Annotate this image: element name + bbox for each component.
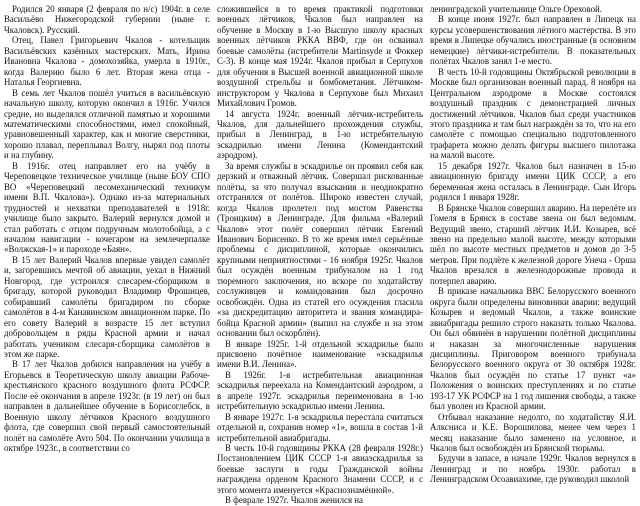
paragraph: В Брянске Чкалов совершил аварию. На перелёте из Гомеля в Брянск в составе звена он был ведомым. Ведущий звено, старший лётчик И.И. Козырев, всё звено на предельно малой высоте, между которыми шёл по высоте местных предметов и домов до 3-5 метров. При подлёте к железной дороге Унеча - Орша Чкалов врезался в железнодорожные провода и потерпел аварию. — [430, 202, 636, 286]
paragraph: сложившейся в то время практикой подготовки военных лётчиков, Чкалов был направлен на обучение в Москву в 1-ю Высшую школу красных военных лётчиков РККА ВВФ, где он осваивал боевые самолёты (истребители Martinsyde и Фоккер С-3). В конце мая 1924г. Чкалов прибыл в Серпухов для обучения в Высшей военной авиационной школе воздушной стрельбы и бомбометания. Лётчиком-инструктором у Чкалова в Серпухове был Михаил Михайлович Громов. — [217, 4, 423, 109]
paragraph: В 1916г. отец направляет его на учёбу в Череповецкое техническое училище (ныне БОУ СПО ВО «Череповецкий лесомеханический техникум имени В.П. Чкалова»). Однако из-за материальных трудностей и нехватки преподавателей в 1918г. училище было закрыто. Валерий вернулся домой и стал работать с отцом подручным молотобойца, а с началом навигации - кочегаром на землечерпалке «Волжская-1» и пароходе «Баян». — [4, 160, 210, 255]
paragraph: В конце июня 1927г. был направлен в Липецк на курсы усовершенствования лётного мастерства. В это время в Липецке обучались иностранные (в основном немецкие) лётчики-истребители. В показательных полётах Чкалов занял 1-е место. — [430, 14, 636, 67]
paragraph: В 15 лет Валерий Чкалов впервые увидел самолёт и, загоревшись мечтой об авиации, уехал в Нижний Новгород, где устроился слесарем-сборщиком в бригаду, которой руководил Владимир Фрошицев, собиравший самолёты бригадиром по сборке самолётов в 4-м Канавинском авиационном парке. По его совету Валерий в возрасте 15 лет вступил добровольцем в ряды Красной армии и начал работать учеником слесаря-сборщика самолётов в этом же парке. — [4, 254, 210, 359]
paragraph: В январе 1925г. 1-й отдельной эскадрилье было присвоено почётное наименование «эскадрилья имени В.И. Ленина». — [217, 338, 423, 370]
paragraph: В честь 10-й годовщины Октябрьской революции в Москве был организован военный парад. 8 ноября на Центральном аэродроме в Москве состоялся воздушный праздник с демонстрацией личных достижений лётчиков. Чкалов был среди участников этого праздника и там был награждён за то, что на его самолёте с помощью специально подготовленного трафарета можно делать фигуры высшего пилотажа на малой высоте. — [430, 66, 636, 161]
text-column-3 — [430, 4, 636, 485]
paragraph: За время службы в эскадрилье он проявил себя как дерзкий и отважный лётчик. Совершал рискованные полёты, за что получал взыскания и неоднократно отстранялся от полётов. Широко известен случай, когда Чкалов пролетел под мостом Равенства (Троицким) в Ленинграде. Для фильма «Валерий Чкалов» этот полёт совершил лётчик Евгений Иванович Борисенко. В то же время имел серьёзные проблемы с дисциплиной, которые окончились крупными неприятностями - 16 ноября 1925г. Чкалов был осуждён военным трибуналом на 1 год тюремного заключения, но вскоре по ходатайству сослуживцев и командования был досрочно освобождён. Одна из статей его осуждения гласила «за дискредитацию авторитета и звания командира-бойца Красной армии» (выпил на службе и на этом основании был оскорблён). — [217, 160, 423, 339]
paragraph: Родился 20 января (2 февраля по н/с) 1904г. в селе Васильёво Нижегородской губернии (ныне г. Чкаловск). Русский. — [4, 4, 210, 35]
paragraph: Будучи в запасе, в начале 1929г. Чкалов вернулся в Ленинград и по ноябрь 1930г. работал в Ленинградском Осоавиахиме, где руководил школой — [430, 453, 636, 485]
paragraph: В приказе начальника ВВС Белорусского военного округа были определены виновники аварии: ведущий Козырев и ведомый Чкалов, а также воинские авиабригады решило строго наказать только Чкалова. Он был обвинён в нарушении полётной дисциплины и наказан за многочисленные нарушения дисциплины. Приговором военного трибунала Белорусского военного округа от 30 октября 1928г. Чкалов был осуждён по статье 17 пункт «а» Положения о воинских преступлениях и по статье 193-17 УК РСФСР на 1 год лишения свободы, а также был уволен из Красной армии. — [430, 286, 636, 412]
text-column-2 — [217, 4, 423, 506]
text-column-1 — [4, 4, 210, 452]
paragraph: В 17 лет Чкалов добился направления на учёбу в Егорьевск в Теоретическую школу авиации Рабоче-крестьянского красного воздушного флота РСФСР. После её окончания в апреле 1923г. (в 19 лет) он был направлен в дальнейшее обучение в Борисоглебск, в Военную школу лётчиков Красного воздушного флота, где совершил свой первый самостоятельный полёт на самолёте Avro 504. По окончании училища в октябре 1923г., в соответствии со — [4, 359, 210, 454]
paragraph: В семь лет Чкалов пошёл учиться в васильёвскую начальную школу, которую окончил в 1916г. Учился средне, но выделялся отличной памятью и хорошими математическими способностями, имел спокойный, уравновешенный характер, как и многие сверстники, хорошо плавал, переплывал Волгу, нырял под плоты и на глубину. — [4, 87, 210, 161]
paragraph: В 1926г. 1-я истребительная авиационная эскадрилья переехала на Комендантский аэродром, а в апреле 1927г. эскадрилья переименована в 1-ю истребительную эскадрилью имени Ленина. — [217, 369, 423, 412]
paragraph: 15 декабря 1927г. Чкалов был назначен в 15-ю авиационную бригаду имени ЦИК СССР, а его беременная жена осталась в Ленинграде. Сын Игорь родился 1 января 1928г. — [430, 160, 636, 203]
paragraph: В январе 1927г. 1-я эскадрилья перестала считаться отдельной и, сохранив номер «1», вошла в состав 1-й истребительной авиабригады. — [217, 411, 423, 443]
paragraph: В честь 10-й годовщины РККА (28 февраля 1928г.) Постановлением ЦИК СССР 1-я авиаэскадрилья за боевые заслуги в годы Гражданской войны награждена орденом Красного Знамени СССР, и с этого момента именуется «Краснознамённой». — [217, 443, 423, 495]
paragraph: Отец, Павел Григорьевич Чкалов - котельщик Васильёвских казённых мастерских. Мать, Ирина Ивановна Чкалова - домохозяйка, умерла в 1910г., когда Валерию было 6 лет. Вторая жена отца - Наталья Георгиевна. — [4, 35, 210, 88]
paragraph: Отбывал наказание недолго, по ходатайству Я.И. Алксниса и К.Е. Ворошилова, менее чем через 1 месяц наказание было заменено на условное, и Чкалов был освобождён из Брянской тюрьмы. — [430, 411, 636, 454]
paragraph: В феврале 1927г. Чкалов женился на — [225, 495, 363, 506]
paragraph: ленинградской учительнице Ольге Ореховой. — [430, 4, 603, 14]
paragraph: 14 августа 1924г. военный лётчик-истребитель Чкалов, для дальнейшего прохождения службы, прибыл в Ленинград, в 1-ю истребительную эскадрилью имени Ленина (Комендантский аэродром). — [217, 108, 423, 161]
